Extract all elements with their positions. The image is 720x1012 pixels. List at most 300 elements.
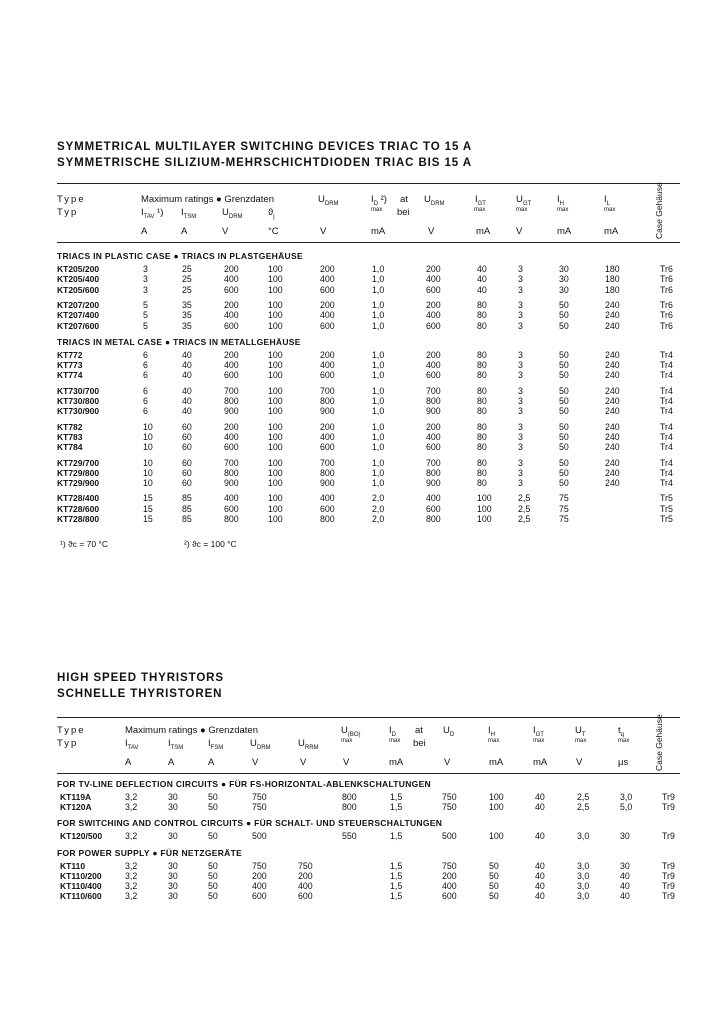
value-cell: 80 xyxy=(477,421,487,432)
s1-ratings-label: Maximum ratings ● Grenzdaten xyxy=(141,194,274,205)
table-row xyxy=(0,406,720,416)
value-cell: 1,5 xyxy=(390,802,403,813)
value-cell: 750 xyxy=(252,802,267,813)
value-cell: 40 xyxy=(535,831,545,842)
value-cell: 50 xyxy=(559,467,569,478)
value-cell: 80 xyxy=(477,299,487,310)
value-cell: 100 xyxy=(268,442,283,453)
s2-max-tq: max xyxy=(618,738,630,744)
value-cell: 600 xyxy=(320,442,335,453)
value-cell: 3,2 xyxy=(125,792,138,802)
value-cell: Tr9 xyxy=(662,792,675,802)
value-cell: 100 xyxy=(268,478,283,489)
s2-sym-urrm: $U_{RRM}$ xyxy=(298,738,319,751)
value-cell: 3,2 xyxy=(125,891,138,902)
value-cell: 60 xyxy=(182,478,192,489)
s1-unit-3: °C xyxy=(268,226,279,237)
table-row xyxy=(0,792,720,802)
s1-unit-7: mA xyxy=(476,226,491,237)
table-row xyxy=(0,370,720,380)
value-cell: 240 xyxy=(605,467,620,478)
value-cell: 3,2 xyxy=(125,860,138,871)
value-cell: 80 xyxy=(477,467,487,478)
section1-title-en: SYMMETRICAL MULTILAYER SWITCHING DEVICES TRIAC TO 15 A xyxy=(57,141,473,153)
value-cell: 80 xyxy=(477,320,487,331)
value-cell: 80 xyxy=(477,442,487,453)
table-row xyxy=(0,321,720,331)
table-row xyxy=(0,504,720,514)
section2-heading xyxy=(57,670,224,702)
value-cell: Tr4 xyxy=(660,385,673,396)
value-cell: 800 xyxy=(426,514,441,524)
value-cell: 100 xyxy=(489,831,504,842)
type-cell: KT772 xyxy=(57,349,83,360)
value-cell: 550 xyxy=(342,831,357,842)
value-cell: 100 xyxy=(268,284,283,295)
value-cell: 50 xyxy=(208,792,218,802)
value-cell: 240 xyxy=(605,360,620,371)
value-cell: Tr4 xyxy=(660,457,673,468)
s1-unit-9: mA xyxy=(557,226,572,237)
value-cell: 200 xyxy=(224,299,239,310)
value-cell: 75 xyxy=(559,514,569,524)
value-cell: 240 xyxy=(605,406,620,417)
value-cell: 600 xyxy=(298,891,313,902)
value-cell: 100 xyxy=(268,370,283,381)
value-cell: 200 xyxy=(320,264,335,274)
value-cell: 85 xyxy=(182,493,192,504)
value-cell: 100 xyxy=(489,802,504,813)
value-cell: 200 xyxy=(426,421,441,432)
value-cell: Tr6 xyxy=(660,320,673,331)
value-cell: 100 xyxy=(268,349,283,360)
value-cell: Tr4 xyxy=(660,421,673,432)
value-cell: 50 xyxy=(559,442,569,453)
value-cell: 400 xyxy=(442,881,457,891)
value-cell: 240 xyxy=(605,370,620,381)
value-cell: 240 xyxy=(605,299,620,310)
value-cell: 25 xyxy=(182,274,192,285)
value-cell: 15 xyxy=(143,514,153,524)
value-cell: 1,5 xyxy=(390,870,403,881)
value-cell: 30 xyxy=(559,274,569,285)
value-cell: 40 xyxy=(182,406,192,417)
value-cell: 50 xyxy=(208,870,218,881)
table-row xyxy=(0,396,720,406)
s1-unit-0: A xyxy=(141,226,148,237)
value-cell: 2,5 xyxy=(518,503,531,514)
s1-at-en: at xyxy=(400,194,408,205)
value-cell: 800 xyxy=(224,514,239,524)
s1-sym-tj: $ϑ_j$ xyxy=(268,207,275,220)
value-cell: 1,0 xyxy=(372,349,385,360)
s2-unit-0: A xyxy=(125,757,132,768)
value-cell: 200 xyxy=(442,870,457,881)
value-cell: 3,0 xyxy=(577,831,590,842)
value-cell: Tr6 xyxy=(660,274,673,285)
value-cell: 50 xyxy=(559,431,569,442)
table-row xyxy=(0,493,720,503)
value-cell: 200 xyxy=(224,421,239,432)
value-cell: 400 xyxy=(426,360,441,371)
value-cell: Tr9 xyxy=(662,831,675,842)
value-cell: 2,0 xyxy=(372,503,385,514)
value-cell: 40 xyxy=(535,870,545,881)
type-cell: KT110/200 xyxy=(60,870,102,881)
value-cell: 80 xyxy=(477,349,487,360)
value-cell: 80 xyxy=(477,396,487,406)
value-cell: 3 xyxy=(518,310,523,321)
value-cell: 50 xyxy=(489,870,499,881)
value-cell: 60 xyxy=(182,431,192,442)
type-cell: KT774 xyxy=(57,370,83,381)
s1-max-ugt: max xyxy=(516,207,528,213)
s2-at-de: bei xyxy=(413,738,426,749)
value-cell: 80 xyxy=(477,478,487,489)
value-cell: 10 xyxy=(143,442,153,453)
s2-ratings-label: Maximum ratings ● Grenzdaten xyxy=(125,725,258,736)
type-cell: KT207/400 xyxy=(57,310,100,321)
footnote-2: ²) ϑc = 100 °C xyxy=(184,539,237,549)
type-cell: KT728/400 xyxy=(57,493,100,504)
value-cell: 200 xyxy=(298,870,313,881)
table-row xyxy=(0,350,720,360)
value-cell: 1,0 xyxy=(372,299,385,310)
value-cell: 800 xyxy=(426,396,441,406)
value-cell: 400 xyxy=(252,881,267,891)
value-cell: 3 xyxy=(518,431,523,442)
value-cell: 30 xyxy=(168,860,178,871)
s2-max-id: max xyxy=(389,738,401,744)
value-cell: 400 xyxy=(224,274,239,285)
value-cell: 400 xyxy=(426,431,441,442)
value-cell: 3 xyxy=(518,360,523,371)
value-cell: 800 xyxy=(320,396,335,406)
value-cell: 3 xyxy=(518,274,523,285)
table-row xyxy=(0,468,720,478)
type-cell: KT120/500 xyxy=(60,831,103,842)
type-cell: KT729/700 xyxy=(57,457,100,468)
value-cell: 35 xyxy=(182,299,192,310)
value-cell: 200 xyxy=(426,264,441,274)
value-cell: 3 xyxy=(143,284,148,295)
value-cell: 3,2 xyxy=(125,831,138,842)
value-cell: 30 xyxy=(168,881,178,891)
group-title: FOR SWITCHING AND CONTROL CIRCUITS ● FÜR SCHALT- UND STEUERSCHALTUNGEN xyxy=(57,818,443,829)
value-cell: 3 xyxy=(518,349,523,360)
s1-sym-ugt: $U_{GT}$ xyxy=(516,194,532,207)
value-cell: 1,0 xyxy=(372,320,385,331)
value-cell: 50 xyxy=(208,831,218,842)
value-cell: 6 xyxy=(143,370,148,381)
value-cell: 80 xyxy=(477,370,487,381)
value-cell: 1,0 xyxy=(372,274,385,285)
s1-type-en: Type xyxy=(57,194,86,205)
value-cell: 40 xyxy=(477,274,487,285)
value-cell: 50 xyxy=(208,860,218,871)
value-cell: 700 xyxy=(224,385,239,396)
value-cell: 6 xyxy=(143,349,148,360)
value-cell: 750 xyxy=(442,802,457,813)
value-cell: 3 xyxy=(518,264,523,274)
value-cell: 3,2 xyxy=(125,870,138,881)
value-cell: 30 xyxy=(620,831,630,842)
value-cell: 80 xyxy=(477,385,487,396)
s1-sym-id: $I_D$ ²) xyxy=(371,194,387,207)
s2-max-ubo: max xyxy=(341,738,353,744)
value-cell: 3 xyxy=(143,274,148,285)
type-cell: KT120A xyxy=(60,802,92,813)
value-cell: 180 xyxy=(605,284,620,295)
value-cell: 25 xyxy=(182,264,192,274)
value-cell: 1,0 xyxy=(372,310,385,321)
s2-sym-ifsm: $I_{FSM}$ xyxy=(208,738,224,751)
value-cell: 15 xyxy=(143,493,153,504)
type-cell: KT729/900 xyxy=(57,478,100,489)
table-row xyxy=(0,881,720,891)
value-cell: 30 xyxy=(559,284,569,295)
value-cell: 240 xyxy=(605,457,620,468)
value-cell: Tr9 xyxy=(662,802,675,813)
value-cell: Tr9 xyxy=(662,870,675,881)
value-cell: 2,5 xyxy=(518,514,531,524)
s2-sym-id: $I_D$ xyxy=(389,725,396,738)
value-cell: 600 xyxy=(320,320,335,331)
value-cell: 60 xyxy=(182,421,192,432)
value-cell: 240 xyxy=(605,349,620,360)
value-cell: 400 xyxy=(320,493,335,504)
value-cell: 100 xyxy=(489,792,504,802)
value-cell: 100 xyxy=(268,396,283,406)
value-cell: 100 xyxy=(268,264,283,274)
value-cell: 3,2 xyxy=(125,802,138,813)
value-cell: 3 xyxy=(518,421,523,432)
value-cell: 100 xyxy=(477,503,492,514)
value-cell: 3,0 xyxy=(577,870,590,881)
value-cell: 3 xyxy=(143,264,148,274)
value-cell: 1,0 xyxy=(372,396,385,406)
value-cell: 600 xyxy=(426,503,441,514)
s2-sym-ubo: $U_{(BO)}$ xyxy=(341,725,361,738)
value-cell: 240 xyxy=(605,396,620,406)
value-cell: 1,0 xyxy=(372,406,385,417)
value-cell: 1,0 xyxy=(372,264,385,274)
type-cell: KT110 xyxy=(60,860,86,871)
s2-max-ih: max xyxy=(488,738,500,744)
value-cell: 500 xyxy=(442,831,457,842)
table-row xyxy=(0,442,720,452)
value-cell: Tr4 xyxy=(660,431,673,442)
value-cell: 6 xyxy=(143,360,148,371)
section2-top-rule xyxy=(57,717,680,718)
value-cell: 85 xyxy=(182,503,192,514)
value-cell: 200 xyxy=(224,349,239,360)
value-cell: 40 xyxy=(477,264,487,274)
value-cell: 100 xyxy=(268,299,283,310)
value-cell: 750 xyxy=(252,860,267,871)
value-cell: 60 xyxy=(182,457,192,468)
value-cell: 240 xyxy=(605,442,620,453)
value-cell: 100 xyxy=(268,503,283,514)
value-cell: 10 xyxy=(143,457,153,468)
value-cell: 50 xyxy=(559,349,569,360)
table-row xyxy=(0,871,720,881)
type-cell: KT207/200 xyxy=(57,299,100,310)
value-cell: 240 xyxy=(605,385,620,396)
value-cell: 3 xyxy=(518,396,523,406)
value-cell: 2,0 xyxy=(372,514,385,524)
value-cell: 600 xyxy=(426,370,441,381)
value-cell: 5 xyxy=(143,310,148,321)
value-cell: 3,0 xyxy=(577,860,590,871)
value-cell: 30 xyxy=(168,891,178,902)
value-cell: 240 xyxy=(605,310,620,321)
value-cell: 40 xyxy=(182,396,192,406)
value-cell: 35 xyxy=(182,320,192,331)
value-cell: 50 xyxy=(559,385,569,396)
s1-sym-udrm2: $U_{DRM}$ xyxy=(318,194,339,207)
value-cell: 50 xyxy=(559,299,569,310)
value-cell: 5 xyxy=(143,320,148,331)
s2-sym-ud: $U_D$ xyxy=(443,725,455,738)
s1-case-label: Case Gehäuse xyxy=(654,182,664,239)
s2-sym-igt: $I_{GT}$ xyxy=(533,725,544,738)
s2-max-igt: max xyxy=(533,738,545,744)
value-cell: 50 xyxy=(559,310,569,321)
value-cell: 400 xyxy=(320,274,335,285)
type-cell: KT783 xyxy=(57,431,83,442)
s2-at-en: at xyxy=(415,725,423,736)
value-cell: 40 xyxy=(535,792,545,802)
value-cell: Tr4 xyxy=(660,406,673,417)
value-cell: 100 xyxy=(268,431,283,442)
s2-sym-ih: $I_H$ xyxy=(488,725,495,738)
value-cell: 3 xyxy=(518,284,523,295)
s2-unit-9: mA xyxy=(533,757,548,768)
value-cell: 800 xyxy=(320,467,335,478)
value-cell: 200 xyxy=(426,299,441,310)
value-cell: 50 xyxy=(559,360,569,371)
value-cell: 1,0 xyxy=(372,385,385,396)
value-cell: 15 xyxy=(143,503,153,514)
value-cell: 200 xyxy=(320,421,335,432)
value-cell: 100 xyxy=(268,310,283,321)
value-cell: 100 xyxy=(477,493,492,504)
value-cell: 400 xyxy=(224,431,239,442)
value-cell: 240 xyxy=(605,320,620,331)
value-cell: 1,0 xyxy=(372,421,385,432)
value-cell: 800 xyxy=(342,802,357,813)
value-cell: 3,0 xyxy=(620,792,633,802)
value-cell: 400 xyxy=(224,310,239,321)
value-cell: 2,0 xyxy=(372,493,385,504)
s1-sym-igt: $I_{GT}$ xyxy=(475,194,486,207)
value-cell: 100 xyxy=(268,421,283,432)
value-cell: Tr4 xyxy=(660,467,673,478)
value-cell: 400 xyxy=(224,493,239,504)
value-cell: Tr6 xyxy=(660,264,673,274)
s2-type-en: Type xyxy=(57,725,86,736)
footnote-1: ¹) ϑc = 70 °C xyxy=(60,539,108,549)
section2-title-en: HIGH SPEED THYRISTORS xyxy=(57,672,224,684)
value-cell: 40 xyxy=(620,891,630,902)
value-cell: 600 xyxy=(224,442,239,453)
table-row xyxy=(0,285,720,295)
section2-header-rule xyxy=(57,773,680,774)
value-cell: 50 xyxy=(208,881,218,891)
type-cell: KT730/900 xyxy=(57,406,100,417)
value-cell: 80 xyxy=(477,310,487,321)
value-cell: 2,5 xyxy=(518,493,531,504)
value-cell: 6 xyxy=(143,396,148,406)
value-cell: 100 xyxy=(268,385,283,396)
s1-sym-itsm: $I_{TSM}$ xyxy=(181,207,197,220)
value-cell: 6 xyxy=(143,385,148,396)
value-cell: 80 xyxy=(477,360,487,371)
value-cell: Tr4 xyxy=(660,349,673,360)
section1-header-rule xyxy=(57,242,680,243)
value-cell: 60 xyxy=(182,442,192,453)
value-cell: 1,5 xyxy=(390,891,403,902)
value-cell: 400 xyxy=(426,310,441,321)
type-cell: KT205/600 xyxy=(57,284,100,295)
value-cell: 1,0 xyxy=(372,457,385,468)
table-row xyxy=(0,264,720,274)
value-cell: 900 xyxy=(320,406,335,417)
s1-type-de: Typ xyxy=(57,207,79,218)
value-cell: 60 xyxy=(182,467,192,478)
s1-max-ih: max xyxy=(557,207,569,213)
value-cell: 25 xyxy=(182,284,192,295)
s2-unit-2: A xyxy=(208,757,215,768)
value-cell: 3,0 xyxy=(577,891,590,902)
value-cell: 10 xyxy=(143,467,153,478)
value-cell: 3 xyxy=(518,385,523,396)
value-cell: 200 xyxy=(320,299,335,310)
type-cell: KT773 xyxy=(57,360,83,371)
value-cell: Tr5 xyxy=(660,493,673,504)
s2-sym-ut: $U_T$ xyxy=(575,725,586,738)
value-cell: 1,0 xyxy=(372,478,385,489)
s2-unit-6: mA xyxy=(389,757,404,768)
value-cell: 1,5 xyxy=(390,831,403,842)
s1-sym-udrm3: $U_{DRM}$ xyxy=(424,194,445,207)
value-cell: 200 xyxy=(224,264,239,274)
value-cell: 180 xyxy=(605,274,620,285)
value-cell: 40 xyxy=(182,349,192,360)
value-cell: 600 xyxy=(426,284,441,295)
section1-heading xyxy=(57,139,472,171)
s2-sym-itav: $I_{TAV}$ xyxy=(125,738,139,751)
type-cell: KT207/600 xyxy=(57,320,100,331)
value-cell: 900 xyxy=(426,406,441,417)
value-cell: 30 xyxy=(168,870,178,881)
value-cell: 50 xyxy=(208,891,218,902)
s2-unit-7: V xyxy=(444,757,451,768)
value-cell: 200 xyxy=(426,349,441,360)
type-cell: KT205/200 xyxy=(57,264,100,274)
value-cell: 200 xyxy=(252,870,267,881)
table-row xyxy=(0,514,720,524)
value-cell: 35 xyxy=(182,310,192,321)
value-cell: 3 xyxy=(518,457,523,468)
value-cell: 1,0 xyxy=(372,284,385,295)
value-cell: 500 xyxy=(252,831,267,842)
s1-at-de: bei xyxy=(397,207,410,218)
value-cell: Tr4 xyxy=(660,442,673,453)
value-cell: 100 xyxy=(477,514,492,524)
value-cell: 50 xyxy=(489,881,499,891)
